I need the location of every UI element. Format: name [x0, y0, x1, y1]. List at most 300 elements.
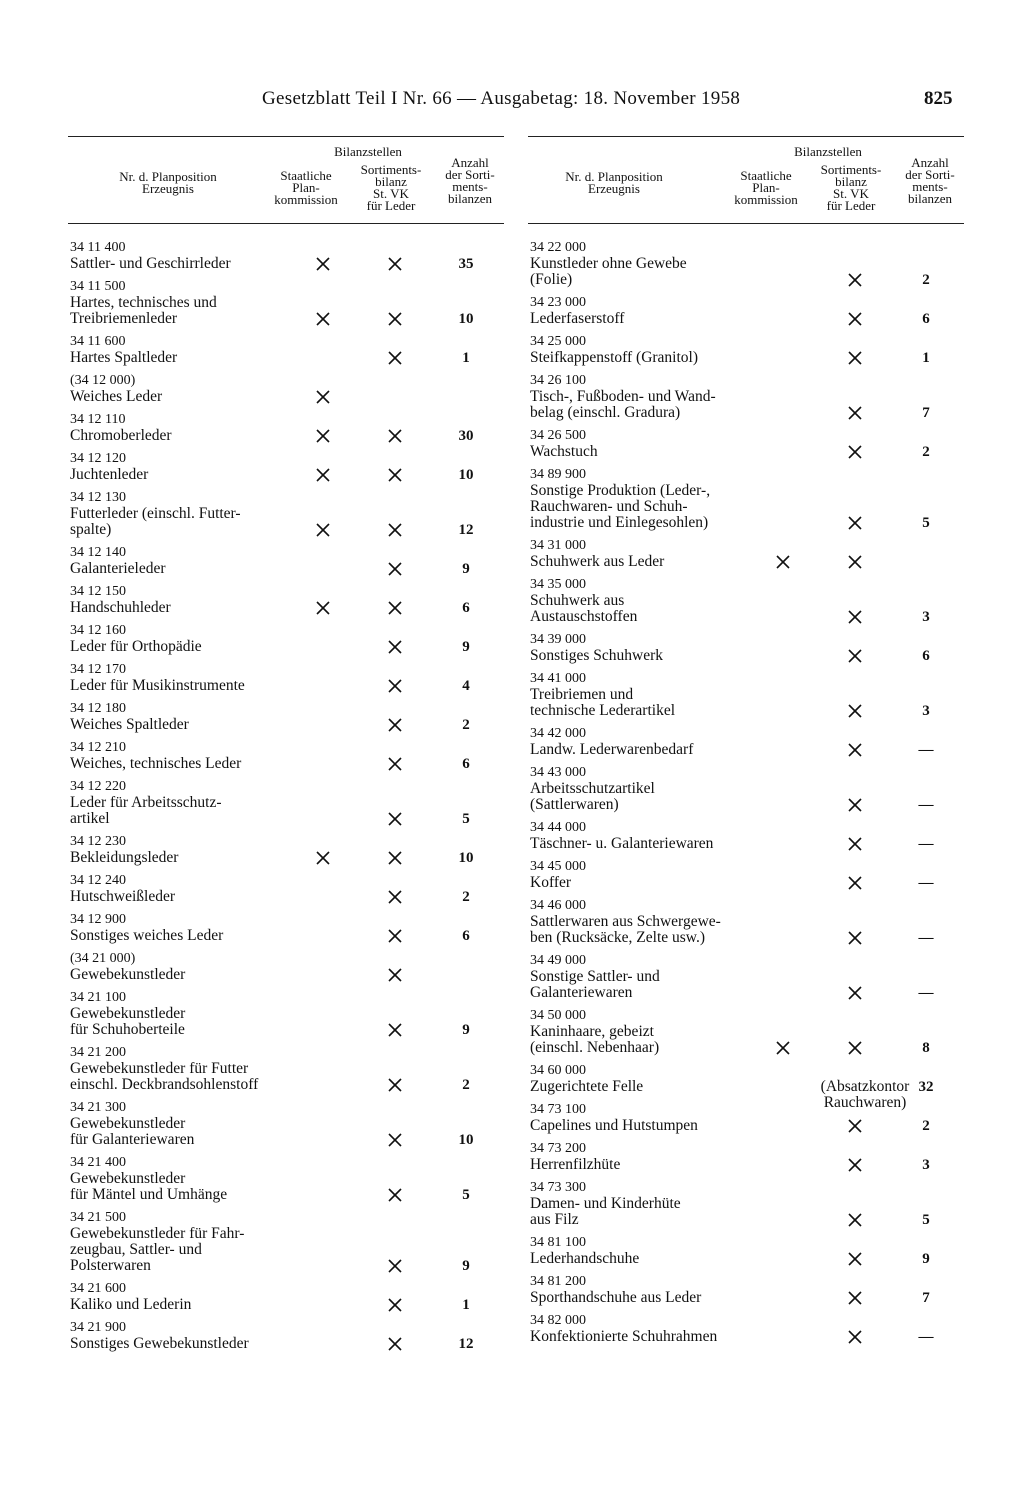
header-anz	[896, 157, 964, 205]
product-name	[530, 836, 713, 852]
product-name-line: Hartes, technisches und	[70, 294, 217, 311]
table-row	[68, 584, 504, 616]
planposition-number: 34 46 000	[530, 898, 586, 913]
planposition-number: 34 12 240	[70, 873, 126, 888]
product-name	[70, 1336, 249, 1352]
product-name-line: Kaliko und Lederin	[70, 1296, 192, 1313]
planposition-number: 34 22 000	[530, 240, 586, 255]
product-name-line: Tisch-, Fußboden- und Wand-	[530, 388, 716, 405]
product-name-line: Arbeitsschutzartikel	[530, 780, 655, 797]
sortimentsbilanz-cross-icon	[387, 1187, 403, 1203]
sortimentsbilanz-cross-icon	[387, 717, 403, 733]
header-anz-line4: bilanzen	[447, 191, 493, 206]
table-row	[68, 834, 504, 866]
table-row	[528, 538, 964, 570]
plankommission-cross-icon	[315, 389, 331, 405]
product-name	[70, 717, 189, 733]
product-name	[530, 554, 664, 570]
table-row	[528, 1235, 964, 1267]
sortimentsbilanz-cross-icon	[387, 678, 403, 694]
product-name-line: Gewebekunstleder	[70, 1005, 186, 1022]
table-row	[68, 451, 504, 483]
product-name	[70, 678, 245, 694]
table-row	[528, 898, 964, 946]
sortimentsbilanz-cross-icon	[847, 836, 863, 852]
header-plan	[264, 170, 348, 206]
table-row	[528, 1141, 964, 1173]
planposition-number: 34 23 000	[530, 295, 586, 310]
product-name-line: Sattlerwaren aus Schwergewe-	[530, 913, 721, 930]
planposition-number: 34 21 400	[70, 1155, 126, 1170]
table-row	[528, 334, 964, 366]
header-anz-line4: bilanzen	[907, 191, 953, 206]
plankommission-cross-icon	[775, 1040, 791, 1056]
table-row	[68, 701, 504, 733]
table-row	[68, 990, 504, 1038]
product-name-line: Capelines und Hutstumpen	[530, 1117, 698, 1134]
product-name-line: Chromoberleder	[70, 427, 172, 444]
product-name-line: Galanteriewaren	[530, 984, 633, 1001]
product-name	[530, 1024, 659, 1056]
planposition-number: 34 42 000	[530, 726, 586, 741]
product-name-line: Herrenfilzhüte	[530, 1156, 621, 1173]
planposition-number: 34 39 000	[530, 632, 586, 647]
table-row	[68, 662, 504, 694]
product-name	[530, 781, 655, 813]
bilanzstelle-note-line: Rauchwaren)	[823, 1094, 907, 1111]
product-name	[530, 389, 716, 421]
sortimentsbilanzen-count: 9	[462, 1258, 470, 1274]
planposition-number: 34 41 000	[530, 671, 586, 686]
sortimentsbilanz-cross-icon	[847, 648, 863, 664]
planposition-number: 34 12 900	[70, 912, 126, 927]
planposition-number: 34 73 200	[530, 1141, 586, 1156]
sortimentsbilanzen-count: 2	[462, 1077, 470, 1093]
plankommission-cross-icon	[315, 428, 331, 444]
header-sort-line3: St. VK	[833, 186, 869, 201]
page-header	[0, 88, 1024, 116]
sortimentsbilanzen-count: 2	[462, 889, 470, 905]
sortimentsbilanz-cross-icon	[847, 985, 863, 1001]
header-anz-line3: ments-	[452, 179, 488, 194]
column-header	[68, 136, 504, 224]
product-name-line: Weiches, technisches Leder	[70, 755, 242, 772]
sortimentsbilanz-cross-icon	[847, 444, 863, 460]
product-name	[530, 311, 624, 327]
planposition-number: 34 73 300	[530, 1180, 586, 1195]
sortimentsbilanz-cross-icon	[847, 1118, 863, 1134]
table-row	[68, 1155, 504, 1203]
planposition-number: 34 12 150	[70, 584, 126, 599]
header-sort-line3: St. VK	[373, 186, 409, 201]
sortimentsbilanzen-count: 10	[458, 311, 474, 327]
product-name-line: Gewebekunstleder für Fahr-	[70, 1225, 245, 1242]
product-name-line: Polsterwaren	[70, 1257, 151, 1274]
sortimentsbilanzen-count: —	[918, 875, 934, 891]
product-name	[70, 889, 175, 905]
sortimentsbilanz-cross-icon	[387, 256, 403, 272]
table-row	[68, 623, 504, 655]
product-name-line: Austauschstoffen	[530, 608, 638, 625]
product-name-line: Hartes Spaltleder	[70, 349, 178, 366]
product-name-line: Gewebekunstleder	[70, 1170, 186, 1187]
product-name-line: Sonstige Sattler- und	[530, 968, 660, 985]
sortimentsbilanzen-count: —	[918, 742, 934, 758]
sortimentsbilanz-cross-icon	[847, 742, 863, 758]
sortimentsbilanz-cross-icon	[387, 639, 403, 655]
table-row	[528, 373, 964, 421]
table-row	[68, 412, 504, 444]
table-row	[68, 1045, 504, 1093]
header-sort-line1: Sortiments-	[820, 162, 882, 177]
table-row	[528, 577, 964, 625]
product-name-line: Gewebekunstleder	[70, 1115, 186, 1132]
planposition-number: 34 44 000	[530, 820, 586, 835]
product-name	[530, 444, 598, 460]
header-plan-line3: kommission	[274, 192, 338, 207]
product-name-line: Täschner- u. Galanteriewaren	[530, 835, 714, 852]
product-name-line: Kunstleder ohne Gewebe	[530, 255, 687, 272]
product-name	[70, 756, 241, 772]
sortimentsbilanzen-count: 5	[922, 515, 930, 531]
table-row	[68, 873, 504, 905]
product-name-line: Gewebekunstleder	[70, 966, 186, 983]
product-name-line: Kaninhaare, gebeizt	[530, 1023, 654, 1040]
sortimentsbilanz-cross-icon	[387, 889, 403, 905]
product-name	[530, 1118, 698, 1134]
sortimentsbilanzen-count: 10	[458, 850, 474, 866]
header-nr	[68, 171, 268, 195]
product-name-line: Koffer	[530, 874, 572, 891]
table-row	[528, 726, 964, 758]
sortimentsbilanz-cross-icon	[847, 875, 863, 891]
product-name	[70, 428, 172, 444]
product-name	[70, 850, 178, 866]
product-name-line: (Sattlerwaren)	[530, 796, 619, 813]
product-name	[70, 256, 231, 272]
sortimentsbilanzen-count: 30	[458, 428, 474, 444]
product-name-line: für Mäntel und Umhänge	[70, 1186, 228, 1203]
table-row	[528, 1180, 964, 1228]
sortimentsbilanzen-count: 3	[922, 1157, 930, 1173]
sortimentsbilanz-cross-icon	[847, 1040, 863, 1056]
product-name	[530, 875, 571, 891]
product-name-line: Treibriemen und	[530, 686, 634, 703]
product-name	[530, 914, 721, 946]
sortimentsbilanzen-count: 32	[918, 1079, 934, 1095]
table-row	[528, 671, 964, 719]
sortimentsbilanz-cross-icon	[387, 1258, 403, 1274]
sortimentsbilanzen-count: 2	[922, 1118, 930, 1134]
product-name	[530, 1079, 643, 1095]
sortimentsbilanzen-count: 9	[462, 561, 470, 577]
sortimentsbilanzen-count: 9	[922, 1251, 930, 1267]
product-name	[530, 1196, 681, 1228]
planposition-number: 34 12 170	[70, 662, 126, 677]
product-name-line: Bekleidungsleder	[70, 849, 179, 866]
header-plan-line2: Plan-	[292, 180, 320, 195]
header-sort-line4: für Leder	[366, 198, 416, 213]
product-name-line: für Schuhoberteile	[70, 1021, 185, 1038]
header-sort-line2: bilanz	[835, 174, 867, 189]
product-name	[70, 350, 177, 366]
planposition-number: 34 35 000	[530, 577, 586, 592]
table-row	[528, 240, 964, 288]
sortimentsbilanz-cross-icon	[847, 1157, 863, 1173]
header-nr-line2: Erzeugnis	[588, 181, 640, 196]
product-name	[70, 967, 185, 983]
sortimentsbilanzen-count: 6	[922, 311, 930, 327]
product-name-line: belag (einschl. Gradura)	[530, 404, 681, 421]
product-name	[70, 600, 171, 616]
table-row	[528, 428, 964, 460]
sortimentsbilanzen-count: 1	[462, 1297, 470, 1313]
header-nr	[528, 171, 700, 195]
sortimentsbilanzen-count: 2	[922, 272, 930, 288]
table-row	[68, 545, 504, 577]
planposition-number: 34 31 000	[530, 538, 586, 553]
table-row	[68, 1100, 504, 1148]
sortimentsbilanz-cross-icon	[387, 967, 403, 983]
product-name-line: Zugerichtete Felle	[530, 1078, 644, 1095]
planposition-number: 34 21 500	[70, 1210, 126, 1225]
product-name	[530, 1251, 639, 1267]
product-name	[530, 483, 710, 531]
plankommission-cross-icon	[315, 850, 331, 866]
table-row	[528, 295, 964, 327]
product-name-line: Sonstige Produktion (Leder-,	[530, 482, 711, 499]
planposition-number: 34 12 180	[70, 701, 126, 716]
sortimentsbilanzen-count: —	[918, 836, 934, 852]
product-name-line: einschl. Deckbrandsohlenstoff	[70, 1076, 259, 1093]
sortimentsbilanz-cross-icon	[847, 703, 863, 719]
header-nr-line1: Nr. d. Planposition	[119, 169, 217, 184]
sortimentsbilanz-cross-icon	[387, 467, 403, 483]
header-anz-line2: der Sorti-	[905, 167, 955, 182]
sortimentsbilanz-cross-icon	[847, 1212, 863, 1228]
sortimentsbilanzen-count: —	[918, 985, 934, 1001]
planposition-number: (34 21 000)	[70, 951, 136, 966]
sortimentsbilanzen-count: 9	[462, 639, 470, 655]
planposition-number: 34 11 500	[70, 279, 126, 294]
product-name-line: Sonstiges weiches Leder	[70, 927, 224, 944]
product-name-line: Leder für Orthopädie	[70, 638, 202, 655]
sortimentsbilanzen-count: 10	[458, 1132, 474, 1148]
product-name	[70, 295, 217, 327]
planposition-number: 34 12 230	[70, 834, 126, 849]
sortimentsbilanz-cross-icon	[387, 756, 403, 772]
planposition-number: 34 82 000	[530, 1313, 586, 1328]
sortimentsbilanzen-count: 35	[458, 256, 474, 272]
table-row	[68, 240, 504, 272]
product-name-line: für Galanteriewaren	[70, 1131, 195, 1148]
sortimentsbilanz-cross-icon	[387, 1022, 403, 1038]
sortimentsbilanz-cross-icon	[847, 609, 863, 625]
sortimentsbilanzen-count: 5	[462, 811, 470, 827]
sortimentsbilanzen-count: 3	[922, 609, 930, 625]
product-name	[70, 561, 166, 577]
bilanzstelle-note-line: (Absatzkontor	[820, 1078, 910, 1095]
planposition-number: 34 50 000	[530, 1008, 586, 1023]
planposition-number: 34 25 000	[530, 334, 586, 349]
header-nr-line1: Nr. d. Planposition	[565, 169, 663, 184]
product-name-line: technische Lederartikel	[530, 702, 676, 719]
sortimentsbilanz-cross-icon	[387, 311, 403, 327]
planposition-number: 34 21 300	[70, 1100, 126, 1115]
sortimentsbilanzen-count: 2	[462, 717, 470, 733]
product-name-line: (einschl. Nebenhaar)	[530, 1039, 660, 1056]
planposition-number: 34 26 500	[530, 428, 586, 443]
sortimentsbilanz-cross-icon	[387, 1336, 403, 1352]
sortimentsbilanz-cross-icon	[387, 428, 403, 444]
planposition-number: 34 12 160	[70, 623, 126, 638]
header-sort-line2: bilanz	[375, 174, 407, 189]
sortimentsbilanzen-count: 10	[458, 467, 474, 483]
table-row	[528, 1274, 964, 1306]
header-nr-line2: Erzeugnis	[142, 181, 194, 196]
product-name-line: Sonstiges Schuhwerk	[530, 647, 664, 664]
product-name	[70, 1171, 227, 1203]
planposition-number: 34 45 000	[530, 859, 586, 874]
product-name-line: zeugbau, Sattler- und	[70, 1241, 202, 1258]
product-name	[530, 593, 637, 625]
product-name	[70, 1116, 194, 1148]
planposition-number: 34 12 140	[70, 545, 126, 560]
header-plan	[724, 170, 808, 206]
header-sort	[808, 164, 894, 212]
sortimentsbilanzen-count: 1	[922, 350, 930, 366]
product-name	[530, 742, 693, 758]
planposition-number: 34 21 600	[70, 1281, 126, 1296]
product-name-line: industrie und Einlegesohlen)	[530, 514, 709, 531]
product-name	[70, 467, 148, 483]
product-name	[70, 639, 202, 655]
planposition-number: 34 12 220	[70, 779, 126, 794]
product-name	[530, 687, 675, 719]
header-anz-line1: Anzahl	[451, 155, 489, 170]
planposition-number: 34 11 600	[70, 334, 126, 349]
product-name-line: ben (Rucksäcke, Zelte usw.)	[530, 929, 706, 946]
sortimentsbilanz-cross-icon	[847, 311, 863, 327]
sortimentsbilanzen-count: 1	[462, 350, 470, 366]
header-sort-line1: Sortiments-	[360, 162, 422, 177]
sortimentsbilanz-cross-icon	[847, 405, 863, 421]
table-row	[68, 1281, 504, 1313]
product-name	[70, 1006, 185, 1038]
table-row	[528, 1008, 964, 1056]
plankommission-cross-icon	[315, 600, 331, 616]
product-name-line: Leder für Arbeitsschutz-	[70, 794, 222, 811]
product-name-line: Lederfaserstoff	[530, 310, 625, 327]
sortimentsbilanz-cross-icon	[847, 272, 863, 288]
sortimentsbilanz-cross-icon	[387, 561, 403, 577]
planposition-number: 34 89 900	[530, 467, 586, 482]
planposition-number: 34 49 000	[530, 953, 586, 968]
sortimentsbilanzen-count: 5	[462, 1187, 470, 1203]
sortimentsbilanzen-count: 2	[922, 444, 930, 460]
header-plan-line3: kommission	[734, 192, 798, 207]
header-anz-line3: ments-	[912, 179, 948, 194]
sortimentsbilanz-cross-icon	[847, 1329, 863, 1345]
sortimentsbilanzen-count: 6	[462, 600, 470, 616]
table-row	[528, 467, 964, 531]
planposition-number: (34 12 000)	[70, 373, 136, 388]
product-name	[530, 256, 687, 288]
sortimentsbilanz-cross-icon	[847, 1251, 863, 1267]
table-row	[528, 1102, 964, 1134]
sortimentsbilanz-cross-icon	[847, 797, 863, 813]
product-name-line: artikel	[70, 810, 110, 827]
product-name	[70, 1061, 258, 1093]
planposition-number: 34 21 100	[70, 990, 126, 1005]
product-name	[530, 648, 663, 664]
product-name-line: Rauchwaren- und Schuh-	[530, 498, 688, 515]
sortimentsbilanzen-count: —	[918, 930, 934, 946]
table-row	[528, 765, 964, 813]
header-bilanzstellen: Bilanzstellen	[334, 144, 402, 159]
sortimentsbilanz-cross-icon	[847, 350, 863, 366]
sortimentsbilanz-cross-icon	[847, 930, 863, 946]
header-sort-line4: für Leder	[826, 198, 876, 213]
planposition-number: 34 43 000	[530, 765, 586, 780]
sortimentsbilanz-cross-icon	[387, 1297, 403, 1313]
product-name-line: Steifkappenstoff (Granitol)	[530, 349, 699, 366]
planposition-number: 34 81 100	[530, 1235, 586, 1250]
header-anz-line1: Anzahl	[911, 155, 949, 170]
product-name	[70, 1297, 191, 1313]
product-name-line: Leder für Musikinstrumente	[70, 677, 245, 694]
product-name-line: Sporthandschuhe aus Leder	[530, 1289, 702, 1306]
table-row	[68, 951, 504, 983]
product-name	[70, 795, 222, 827]
product-name	[70, 506, 241, 538]
plankommission-cross-icon	[775, 554, 791, 570]
sortimentsbilanzen-count: 12	[458, 522, 474, 538]
product-name-line: aus Filz	[530, 1211, 579, 1228]
product-name	[530, 1157, 620, 1173]
plankommission-cross-icon	[315, 522, 331, 538]
product-name	[70, 1226, 244, 1274]
sortimentsbilanz-cross-icon	[387, 1132, 403, 1148]
sortimentsbilanzen-count: 4	[462, 678, 470, 694]
planposition-number: 34 73 100	[530, 1102, 586, 1117]
sortimentsbilanzen-count: 12	[458, 1336, 474, 1352]
header-plan-line2: Plan-	[752, 180, 780, 195]
sortimentsbilanz-cross-icon	[387, 928, 403, 944]
planposition-number: 34 12 210	[70, 740, 126, 755]
sortimentsbilanzen-count: 6	[462, 928, 470, 944]
sortimentsbilanzen-count: 6	[922, 648, 930, 664]
product-name-line: Juchtenleder	[70, 466, 149, 483]
header-anz	[436, 157, 504, 205]
product-name-line: Gewebekunstleder für Futter	[70, 1060, 249, 1077]
table-row	[68, 334, 504, 366]
product-name-line: Weiches Leder	[70, 388, 163, 405]
sortimentsbilanzen-count: 7	[922, 1290, 930, 1306]
sortimentsbilanz-cross-icon	[387, 600, 403, 616]
product-name	[530, 1329, 717, 1345]
product-name	[530, 350, 698, 366]
right-column	[528, 136, 964, 1345]
plankommission-cross-icon	[315, 467, 331, 483]
header-anz-line2: der Sorti-	[445, 167, 495, 182]
table-row	[68, 1320, 504, 1352]
page-title: Gesetzblatt Teil I Nr. 66 — Ausgabetag: 18. November 1958	[262, 88, 741, 109]
table-row	[68, 279, 504, 327]
planposition-number: 34 12 110	[70, 412, 126, 427]
table-row	[68, 1210, 504, 1274]
table-row	[68, 490, 504, 538]
